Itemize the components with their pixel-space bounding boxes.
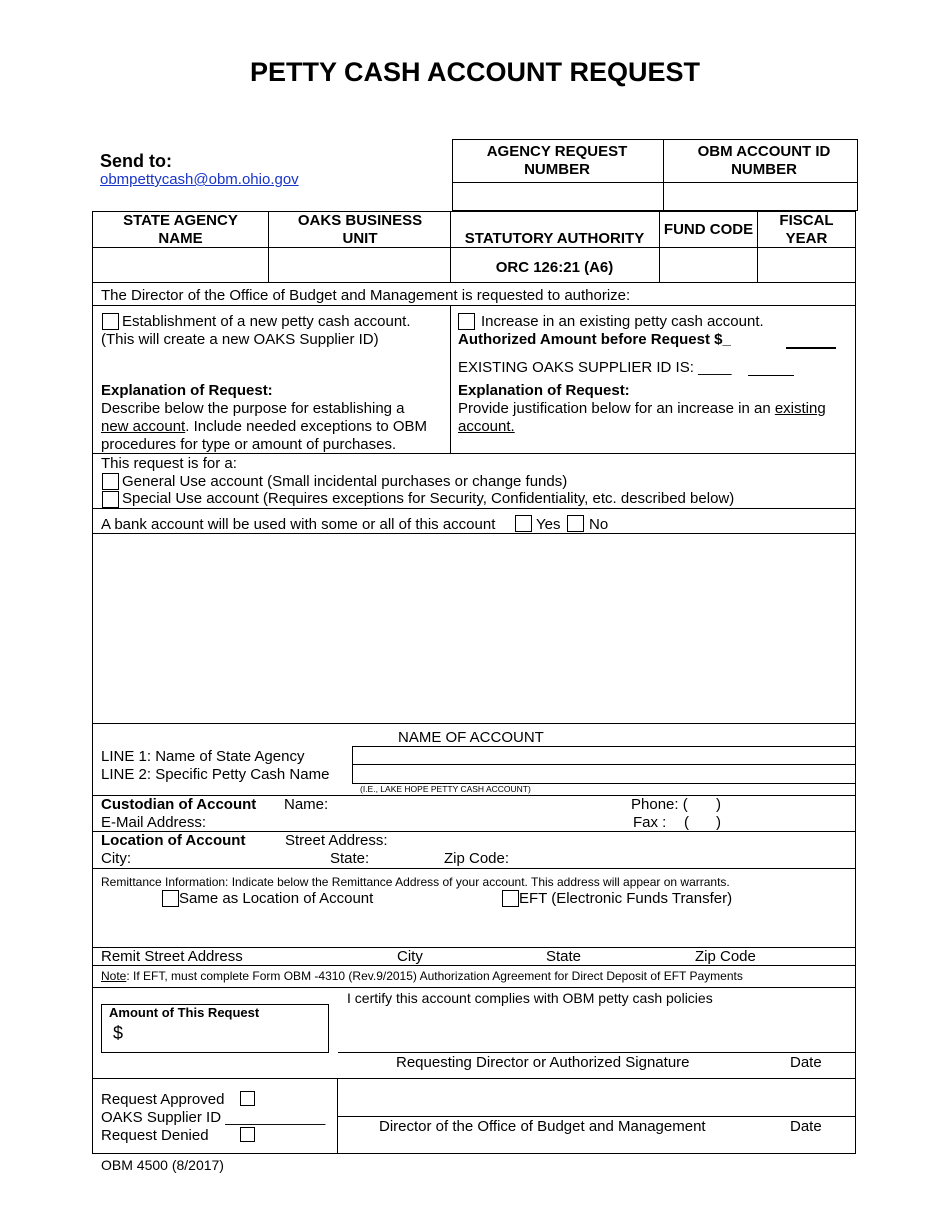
left-explanation-line2-rest: . Include needed exceptions to OBM bbox=[185, 418, 428, 435]
left-explanation-title: Explanation of Request: bbox=[101, 382, 273, 399]
right-explanation-line1-start: Provide justification below for an increase in an bbox=[458, 400, 775, 417]
remit-city-label: City bbox=[397, 948, 423, 965]
obm-account-id-header: OBM ACCOUNT ID NUMBER bbox=[697, 143, 831, 178]
location-street-label: Street Address: bbox=[285, 832, 388, 849]
general-use-label: General Use account (Small incidental purchases or change funds) bbox=[122, 473, 568, 490]
eft-note bbox=[101, 969, 743, 983]
note-text: : If EFT, must complete Form OBM -4310 (Rev.9/2015) Authorization Agreement for Direct Deposit of EFT Payments bbox=[126, 969, 743, 983]
bank-no-label: No bbox=[589, 516, 609, 533]
request-denied-label: Request Denied bbox=[101, 1127, 209, 1144]
account-underlined: account. bbox=[458, 418, 515, 435]
authorized-amount-line[interactable] bbox=[786, 347, 836, 349]
amount-label: Amount of This Request bbox=[109, 1005, 260, 1020]
custodian-name-label: Name: bbox=[284, 796, 329, 813]
line1-field[interactable] bbox=[353, 747, 855, 764]
left-explanation-line3: procedures for type or amount of purchases. bbox=[101, 436, 397, 453]
custodian-fax-close: ) bbox=[716, 814, 721, 831]
agency-request-number-field[interactable] bbox=[453, 183, 662, 210]
eft-label: EFT (Electronic Funds Transfer) bbox=[519, 890, 733, 907]
director-signature-line[interactable] bbox=[338, 1116, 856, 1117]
existing-supplier-label: EXISTING OAKS SUPPLIER ID IS: ____ bbox=[458, 359, 732, 376]
existing-underlined: existing bbox=[774, 400, 826, 417]
oaks-business-unit-header: OAKS BUSINESS UNIT bbox=[297, 212, 423, 247]
statutory-authority-value: ORC 126:21 (A6) bbox=[495, 259, 614, 276]
custodian-fax-label: Fax : bbox=[633, 814, 667, 831]
new-account-note: (This will create a new OAKS Supplier ID) bbox=[101, 331, 379, 348]
special-use-label: Special Use account (Requires exceptions for Security, Confidentiality, etc. described below) bbox=[122, 490, 735, 507]
line2-label: LINE 2: Specific Petty Cash Name bbox=[101, 766, 330, 783]
send-to-label: Send to: bbox=[100, 151, 172, 171]
general-use-checkbox[interactable] bbox=[102, 473, 119, 490]
remittance-info: Remittance Information: Indicate below the Remittance Address of your account. This address will appear on warrants. bbox=[101, 875, 730, 889]
oaks-supplier-id-label: OAKS Supplier ID ____________ bbox=[101, 1109, 326, 1126]
bank-account-question: A bank account will be used with some or all of this account bbox=[101, 516, 496, 533]
same-as-location-checkbox[interactable] bbox=[162, 890, 179, 907]
signature-line[interactable] bbox=[338, 1052, 856, 1053]
remit-state-label: State bbox=[546, 948, 582, 965]
fund-code-field[interactable] bbox=[660, 248, 757, 282]
request-denied-checkbox[interactable] bbox=[240, 1127, 255, 1142]
bank-no-checkbox[interactable] bbox=[567, 515, 584, 532]
location-state-label: State: bbox=[330, 850, 370, 867]
obm-account-id-field[interactable] bbox=[664, 183, 857, 210]
fund-code-header: FUND CODE bbox=[663, 221, 754, 238]
increase-account-checkbox[interactable] bbox=[458, 313, 475, 330]
left-explanation-line2 bbox=[101, 418, 427, 436]
obm-director-date-label: Date bbox=[790, 1118, 822, 1135]
location-zip-label: Zip Code: bbox=[444, 850, 510, 867]
note-label: Note bbox=[101, 969, 127, 983]
state-agency-name-header: STATE AGENCY NAME bbox=[123, 212, 238, 247]
right-explanation-line1 bbox=[458, 400, 826, 418]
custodian-label: Custodian of Account bbox=[101, 796, 257, 813]
request-for-label: This request is for a: bbox=[101, 455, 237, 472]
state-agency-name-field[interactable] bbox=[93, 248, 268, 282]
new-account-underlined: new account bbox=[101, 418, 186, 435]
new-account-label: Establishment of a new petty cash account. bbox=[122, 313, 411, 330]
custodian-phone-label: Phone: ( bbox=[631, 796, 688, 813]
certify-text: I certify this account complies with OBM petty cash policies bbox=[347, 990, 713, 1006]
custodian-phone-close: ) bbox=[716, 796, 721, 813]
amount-dollar-sign: $ bbox=[113, 1023, 124, 1043]
send-to-email-link[interactable]: obmpettycash@obm.ohio.gov bbox=[100, 171, 299, 188]
signature-label: Requesting Director or Authorized Signature bbox=[396, 1054, 690, 1071]
agency-request-number-header: AGENCY REQUEST NUMBER bbox=[486, 143, 628, 178]
new-account-checkbox[interactable] bbox=[102, 313, 119, 330]
authorized-amount-label: Authorized Amount before Request $_ bbox=[458, 331, 731, 348]
special-use-checkbox[interactable] bbox=[102, 491, 119, 508]
custodian-fax-open: ( bbox=[684, 814, 689, 831]
line1-label: LINE 1: Name of State Agency bbox=[101, 748, 305, 765]
bank-yes-label: Yes bbox=[536, 516, 561, 533]
custodian-email-label: E-Mail Address: bbox=[101, 814, 207, 831]
request-approved-label: Request Approved bbox=[101, 1091, 225, 1108]
existing-supplier-line[interactable] bbox=[748, 375, 794, 376]
explanation-textarea[interactable] bbox=[93, 534, 855, 723]
account-name-example: (I.E., LAKE HOPE PETTY CASH ACCOUNT) bbox=[360, 784, 531, 794]
remit-zip-label: Zip Code bbox=[695, 948, 756, 965]
right-explanation-title: Explanation of Request: bbox=[458, 382, 630, 399]
same-as-location-label: Same as Location of Account bbox=[179, 890, 374, 907]
location-city-label: City: bbox=[101, 850, 131, 867]
obm-director-label: Director of the Office of Budget and Management bbox=[379, 1118, 706, 1135]
bank-yes-checkbox[interactable] bbox=[515, 515, 532, 532]
director-request-text: The Director of the Office of Budget and Management is requested to authorize: bbox=[101, 287, 631, 304]
statutory-authority-header: STATUTORY AUTHORITY bbox=[464, 230, 645, 247]
fiscal-year-field[interactable] bbox=[758, 248, 855, 282]
oaks-business-unit-field[interactable] bbox=[269, 248, 450, 282]
eft-checkbox[interactable] bbox=[502, 890, 519, 907]
increase-account-label: Increase in an existing petty cash account. bbox=[481, 313, 764, 330]
location-label: Location of Account bbox=[101, 832, 246, 849]
right-explanation-line2 bbox=[458, 418, 515, 436]
remit-street-label: Remit Street Address bbox=[101, 948, 243, 965]
name-of-account-title: NAME OF ACCOUNT bbox=[398, 729, 544, 746]
form-number: OBM 4500 (8/2017) bbox=[101, 1157, 224, 1173]
signature-date-label: Date bbox=[790, 1054, 822, 1071]
fiscal-year-header: FISCAL YEAR bbox=[779, 212, 834, 247]
left-explanation-line1: Describe below the purpose for establishing a bbox=[101, 400, 405, 417]
page-title: PETTY CASH ACCOUNT REQUEST bbox=[249, 57, 701, 87]
line2-field[interactable] bbox=[353, 765, 855, 783]
request-approved-checkbox[interactable] bbox=[240, 1091, 255, 1106]
